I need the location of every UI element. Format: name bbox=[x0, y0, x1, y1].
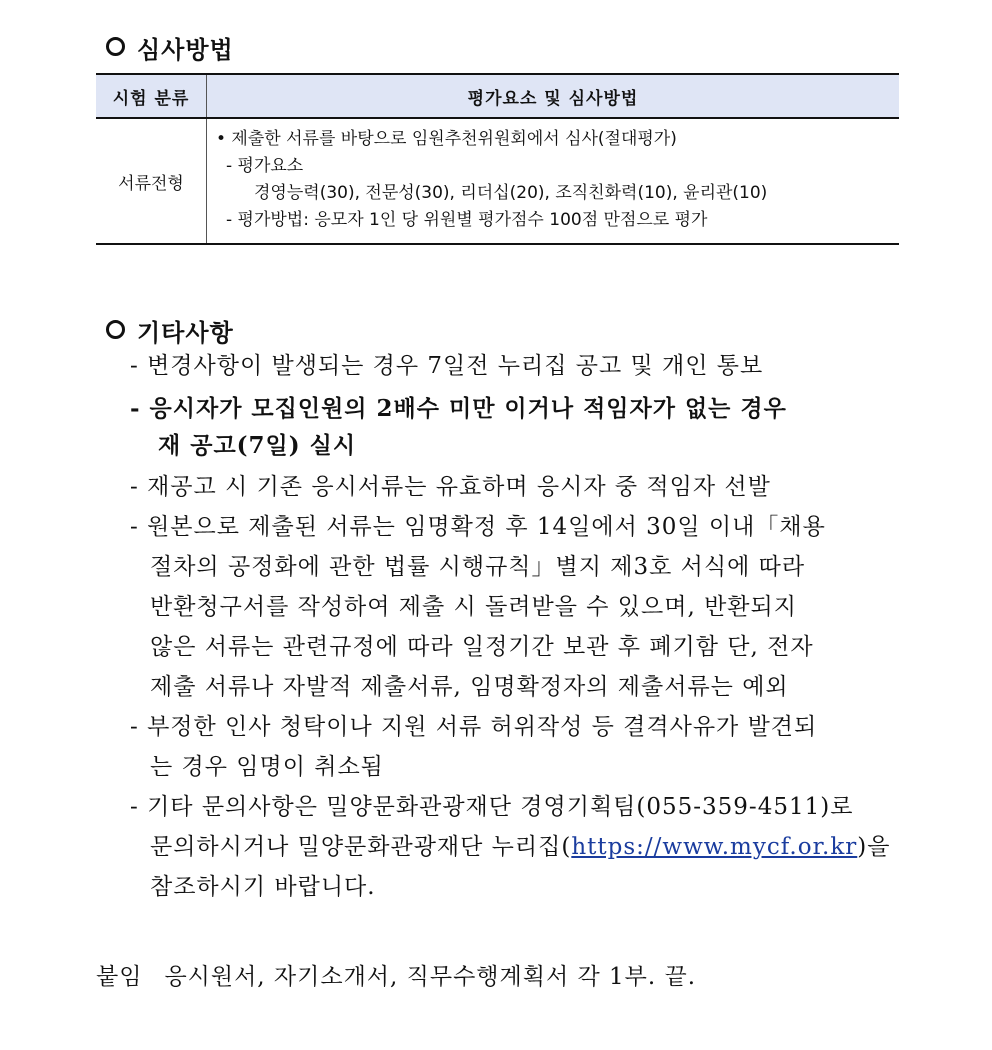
attachment-text: 응시원서, 자기소개서, 직무수행계획서 각 1부. 끝. bbox=[164, 964, 697, 990]
table-header-row bbox=[96, 74, 899, 118]
body-line: - 원본으로 제출된 서류는 임명확정 후 14일에서 30일 이내「채용 bbox=[130, 514, 826, 540]
inquiry-text: )을 bbox=[857, 834, 891, 860]
body-line: 는 경우 임명이 취소됨 bbox=[150, 754, 384, 780]
body-line: 반환청구서를 작성하여 제출 시 돌려받을 수 있으며, 반환되지 bbox=[150, 594, 797, 620]
cell-category: 서류전형 bbox=[96, 118, 207, 244]
circle-bullet-icon bbox=[106, 320, 125, 339]
section-title-other-matters bbox=[106, 313, 234, 348]
evaluation-line: - 평가방법: 응모자 1인 당 위원별 평가점수 100점 만점으로 평가 bbox=[226, 210, 708, 230]
body-line: 절차의 공정화에 관한 법률 시행규칙」별지 제3호 서식에 따라 bbox=[150, 554, 806, 580]
section-title-review-method bbox=[106, 30, 234, 65]
body-line: - 재공고 시 기존 응시서류는 유효하며 응시자 중 적임자 선발 bbox=[130, 474, 771, 500]
body-line: - 응시자가 모집인원의 2배수 미만 이거나 적임자가 없는 경우 bbox=[130, 395, 787, 422]
evaluation-line: • 제출한 서류를 바탕으로 임원추천위원회에서 심사(절대평가) bbox=[216, 129, 677, 149]
website-link[interactable]: https://www.mycf.or.kr bbox=[571, 834, 858, 860]
body-line: 않은 서류는 관련규정에 따라 일정기간 보관 후 폐기함 단, 전자 bbox=[150, 634, 814, 660]
inquiry-text: 문의하시거나 밀양문화관광재단 누리집( bbox=[150, 834, 572, 860]
body-line: 제출 서류나 자발적 제출서류, 임명확정자의 제출서류는 예외 bbox=[150, 674, 789, 700]
cell-evaluation bbox=[207, 118, 900, 244]
section-title-text: 기타사항 bbox=[137, 319, 234, 347]
body-line: - 부정한 인사 청탁이나 지원 서류 허위작성 등 결격사유가 발견되 bbox=[130, 714, 818, 740]
section-title-text: 심사방법 bbox=[137, 36, 234, 64]
review-method-table bbox=[96, 73, 899, 245]
attachment-label: 붙임 bbox=[96, 964, 143, 990]
body-line: 참조하시기 바랍니다. bbox=[150, 874, 376, 900]
circle-bullet-icon bbox=[106, 37, 125, 56]
header-exam-category: 시험 분류 bbox=[96, 74, 207, 118]
body-line: - 변경사항이 발생되는 경우 7일전 누리집 공고 및 개인 통보 bbox=[130, 353, 764, 379]
evaluation-line: 경영능력(30), 전문성(30), 리더십(20), 조직친화력(10), 윤리관(10) bbox=[254, 183, 768, 203]
body-line: 재 공고(7일) 실시 bbox=[158, 432, 357, 459]
table-row bbox=[96, 118, 899, 244]
evaluation-line: - 평가요소 bbox=[226, 156, 304, 176]
body-line-inquiry bbox=[150, 836, 890, 859]
body-line: - 기타 문의사항은 밀양문화관광재단 경영기획팀(055-359-4511)로 bbox=[130, 794, 854, 820]
attachment-line bbox=[96, 958, 696, 991]
header-evaluation-method: 평가요소 및 심사방법 bbox=[207, 74, 900, 118]
